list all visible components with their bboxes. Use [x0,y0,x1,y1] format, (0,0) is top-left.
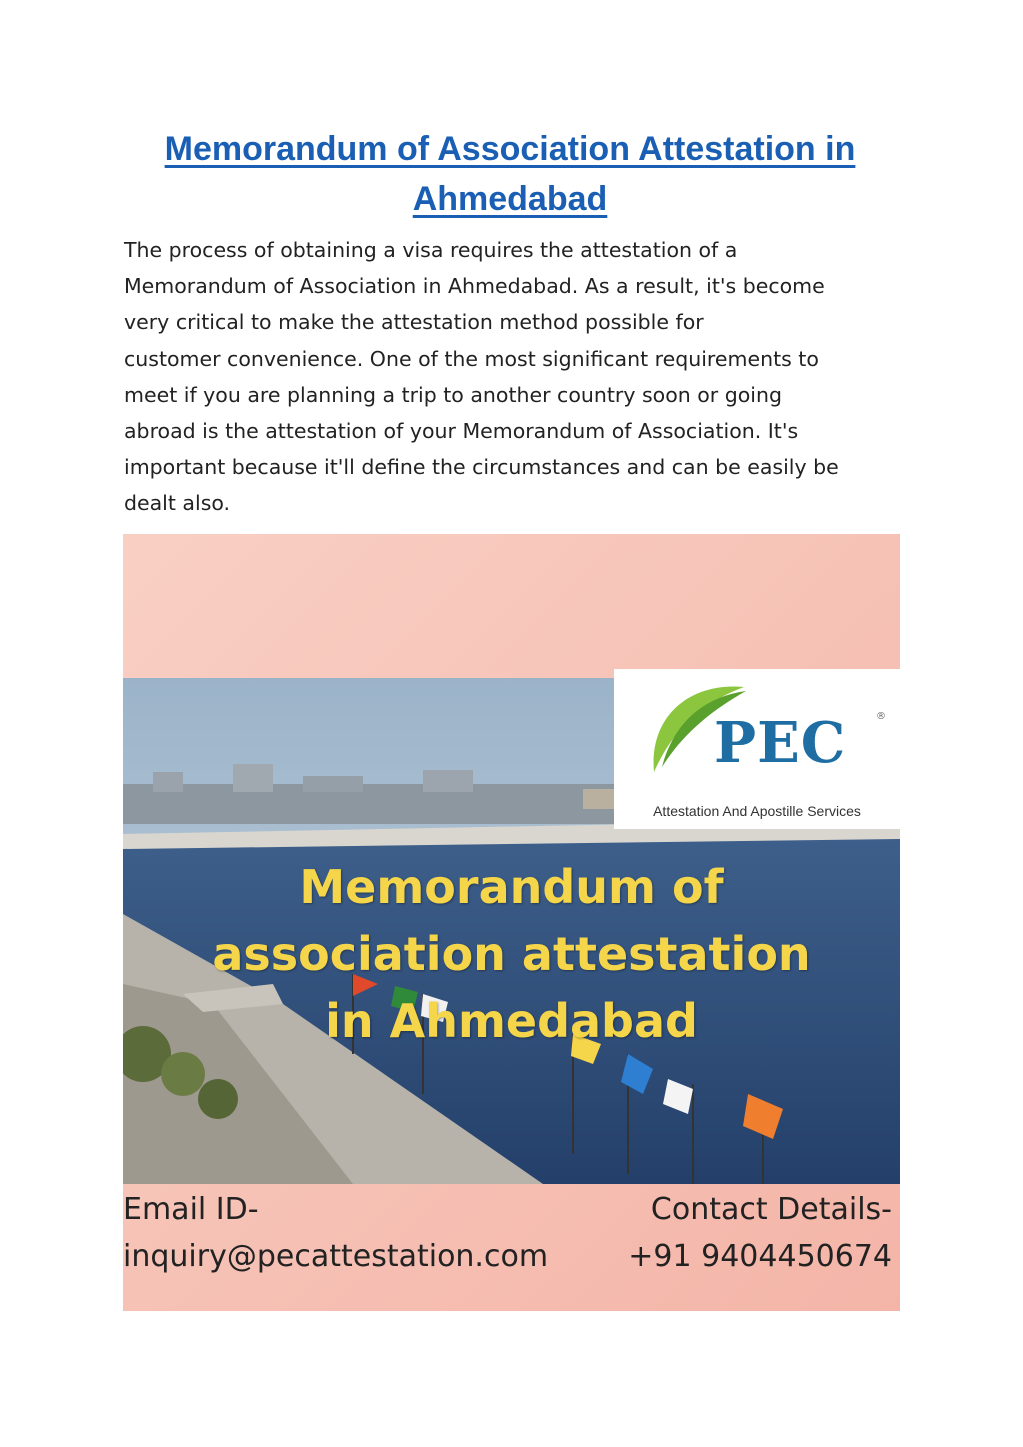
paragraph-line: very critical to make the attestation method possible for [124,310,704,335]
paragraph-line: abroad is the attestation of your Memorandum of Association. It's [124,419,799,444]
paragraph-line: The process of obtaining a visa requires the attestation of a [124,238,738,262]
email-label: Email ID- [123,1192,259,1227]
headline-line: in Ahmedabad [325,994,698,1048]
logo-brand: PEC [714,710,847,776]
contact-block [628,1186,892,1280]
paragraph-line: meet if you are planning a trip to another country soon or going [124,382,782,407]
intro-paragraph [124,232,914,522]
contact-label: Contact Details- [650,1192,892,1227]
registered-mark: ® [876,711,886,722]
paragraph-line: Memorandum of Association in Ahmedabad. As a result, it's become [124,274,825,299]
headline-line: association attestation [212,927,811,981]
paragraph-line: important because it'll define the circumstances and can be easily be [124,455,839,480]
pec-logo [614,669,900,829]
email-value: inquiry@pecattestation.com [123,1239,549,1274]
page-title: Memorandum of Association Attestation in Ahmedabad [164,130,856,218]
banner-headline [123,854,900,1055]
email-block [123,1186,548,1280]
paragraph-line: dealt also. [124,491,231,516]
logo-tagline: Attestation And Apostille Services [653,803,861,819]
paragraph-line: customer convenience. One of the most significant requirements to [124,346,819,371]
promo-banner-image [123,534,900,1311]
contact-value: +91 9404450674 [628,1239,892,1274]
headline-line: Memorandum of [299,860,724,914]
